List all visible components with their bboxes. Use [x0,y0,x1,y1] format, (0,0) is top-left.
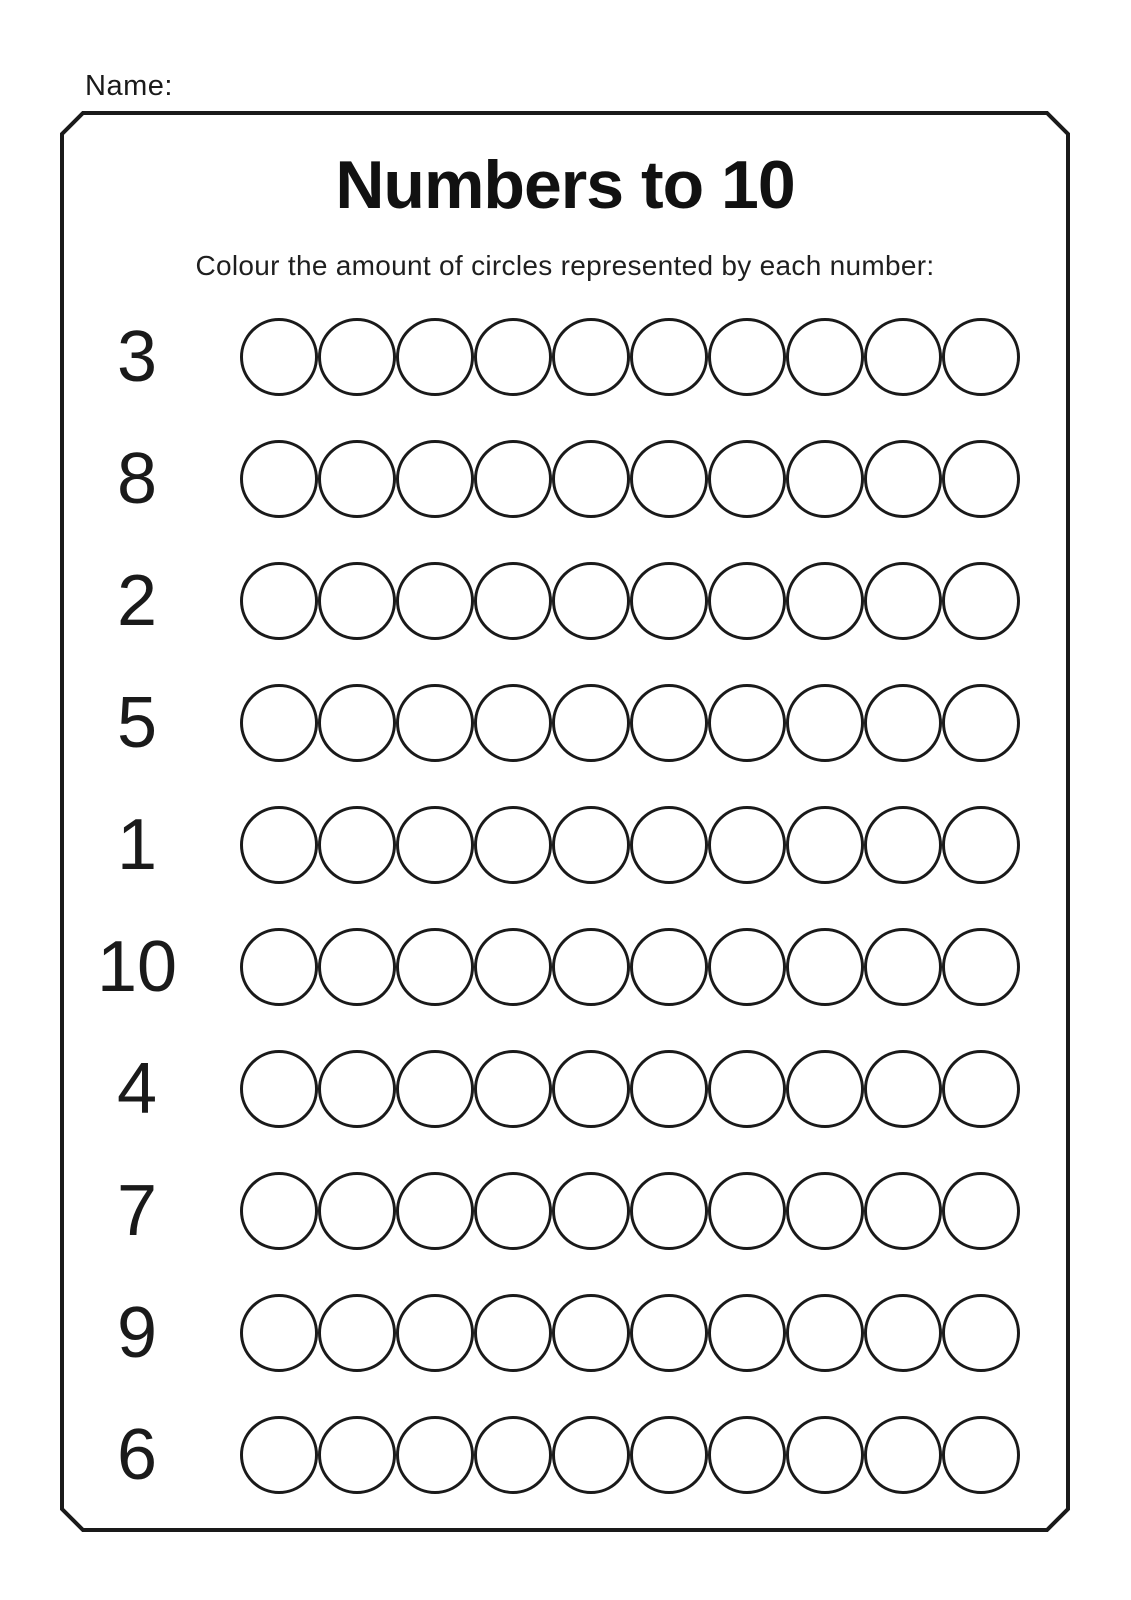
circle[interactable] [318,1416,396,1494]
circle[interactable] [240,1172,318,1250]
circle[interactable] [396,1050,474,1128]
row-number-label: 10 [96,927,178,1007]
circle[interactable] [552,562,630,640]
circle[interactable] [318,806,396,884]
circle[interactable] [318,1050,396,1128]
row-number-label: 9 [116,1293,158,1373]
circle-row [240,440,1020,518]
circle[interactable] [786,1050,864,1128]
circle[interactable] [396,318,474,396]
circle-row [240,562,1020,640]
circle[interactable] [318,562,396,640]
worksheet-row [62,1050,1068,1128]
name-label: Name: [85,70,173,102]
circle[interactable] [396,562,474,640]
circle[interactable] [942,684,1020,762]
circle[interactable] [708,928,786,1006]
circle-row [240,806,1020,884]
circle[interactable] [942,440,1020,518]
circle[interactable] [240,684,318,762]
circle[interactable] [708,1050,786,1128]
worksheet-row [62,684,1068,762]
circle[interactable] [942,562,1020,640]
circle[interactable] [318,684,396,762]
circle[interactable] [474,1416,552,1494]
circle[interactable] [396,684,474,762]
circle[interactable] [630,806,708,884]
row-number-label: 3 [116,317,158,397]
circle[interactable] [942,1172,1020,1250]
circle[interactable] [240,1416,318,1494]
worksheet-row [62,318,1068,396]
circle[interactable] [630,318,708,396]
worksheet-row [62,806,1068,884]
circle[interactable] [630,562,708,640]
circle[interactable] [942,928,1020,1006]
circle[interactable] [552,1416,630,1494]
circle[interactable] [318,928,396,1006]
circle[interactable] [474,1172,552,1250]
circle[interactable] [474,1050,552,1128]
circle[interactable] [708,562,786,640]
circle-row [240,684,1020,762]
circle[interactable] [864,318,942,396]
circle[interactable] [552,1050,630,1128]
circle[interactable] [786,1294,864,1372]
worksheet-row [62,1294,1068,1372]
instruction-text: Colour the amount of circles represented by each number: [195,250,935,281]
circle[interactable] [708,1416,786,1494]
circle[interactable] [864,562,942,640]
row-number-label: 2 [116,561,158,641]
circle[interactable] [396,1294,474,1372]
worksheet-row [62,928,1068,1006]
circle[interactable] [630,928,708,1006]
circle[interactable] [474,928,552,1006]
circle[interactable] [318,318,396,396]
circle[interactable] [864,684,942,762]
circle[interactable] [318,1294,396,1372]
row-number-label: 8 [116,439,158,519]
circle[interactable] [396,928,474,1006]
circle-row [240,1050,1020,1128]
row-number-label: 6 [116,1415,158,1495]
circle[interactable] [240,440,318,518]
circle[interactable] [474,318,552,396]
circle[interactable] [552,1294,630,1372]
circle[interactable] [708,806,786,884]
circle[interactable] [942,806,1020,884]
circle[interactable] [864,1294,942,1372]
circle[interactable] [318,1172,396,1250]
circle-row [240,1416,1020,1494]
worksheet-row [62,440,1068,518]
circle[interactable] [396,1416,474,1494]
worksheet-row [62,1416,1068,1494]
circle[interactable] [708,318,786,396]
circle[interactable] [240,562,318,640]
circle[interactable] [708,1172,786,1250]
circle[interactable] [786,684,864,762]
circle[interactable] [864,1416,942,1494]
circle[interactable] [630,684,708,762]
row-number-label: 7 [116,1171,158,1251]
circle[interactable] [864,806,942,884]
circle[interactable] [552,318,630,396]
circle[interactable] [630,1416,708,1494]
circle[interactable] [552,684,630,762]
worksheet-row [62,1172,1068,1250]
circle[interactable] [240,318,318,396]
circle[interactable] [786,928,864,1006]
page-title: Numbers to 10 [335,147,795,223]
circle[interactable] [396,1172,474,1250]
circle[interactable] [864,1172,942,1250]
circle[interactable] [552,440,630,518]
circle[interactable] [942,318,1020,396]
circle[interactable] [552,1172,630,1250]
circle[interactable] [786,1172,864,1250]
circle[interactable] [474,440,552,518]
circle[interactable] [240,806,318,884]
circle[interactable] [708,440,786,518]
circle[interactable] [708,1294,786,1372]
circle[interactable] [240,928,318,1006]
circle[interactable] [474,684,552,762]
row-number-label: 4 [116,1049,158,1129]
circle[interactable] [786,1416,864,1494]
circle[interactable] [474,806,552,884]
circle[interactable] [864,1050,942,1128]
circle[interactable] [396,440,474,518]
circle-row [240,1294,1020,1372]
circle[interactable] [630,440,708,518]
circle[interactable] [786,562,864,640]
circle[interactable] [942,1294,1020,1372]
circle[interactable] [552,928,630,1006]
circle[interactable] [474,562,552,640]
circle-row [240,1172,1020,1250]
circle[interactable] [942,1050,1020,1128]
row-number-label: 5 [116,683,158,763]
circle[interactable] [396,806,474,884]
row-number-label: 1 [116,805,158,885]
worksheet-row [62,562,1068,640]
circle-row [240,928,1020,1006]
circle[interactable] [786,806,864,884]
circle[interactable] [864,928,942,1006]
circle-row [240,318,1020,396]
circle[interactable] [552,806,630,884]
circle[interactable] [942,1416,1020,1494]
circle[interactable] [786,440,864,518]
circle[interactable] [630,1172,708,1250]
circle[interactable] [318,440,396,518]
circle[interactable] [786,318,864,396]
circle[interactable] [864,440,942,518]
circle[interactable] [630,1294,708,1372]
circle[interactable] [708,684,786,762]
circle[interactable] [630,1050,708,1128]
circle[interactable] [240,1294,318,1372]
circle[interactable] [474,1294,552,1372]
circle[interactable] [240,1050,318,1128]
